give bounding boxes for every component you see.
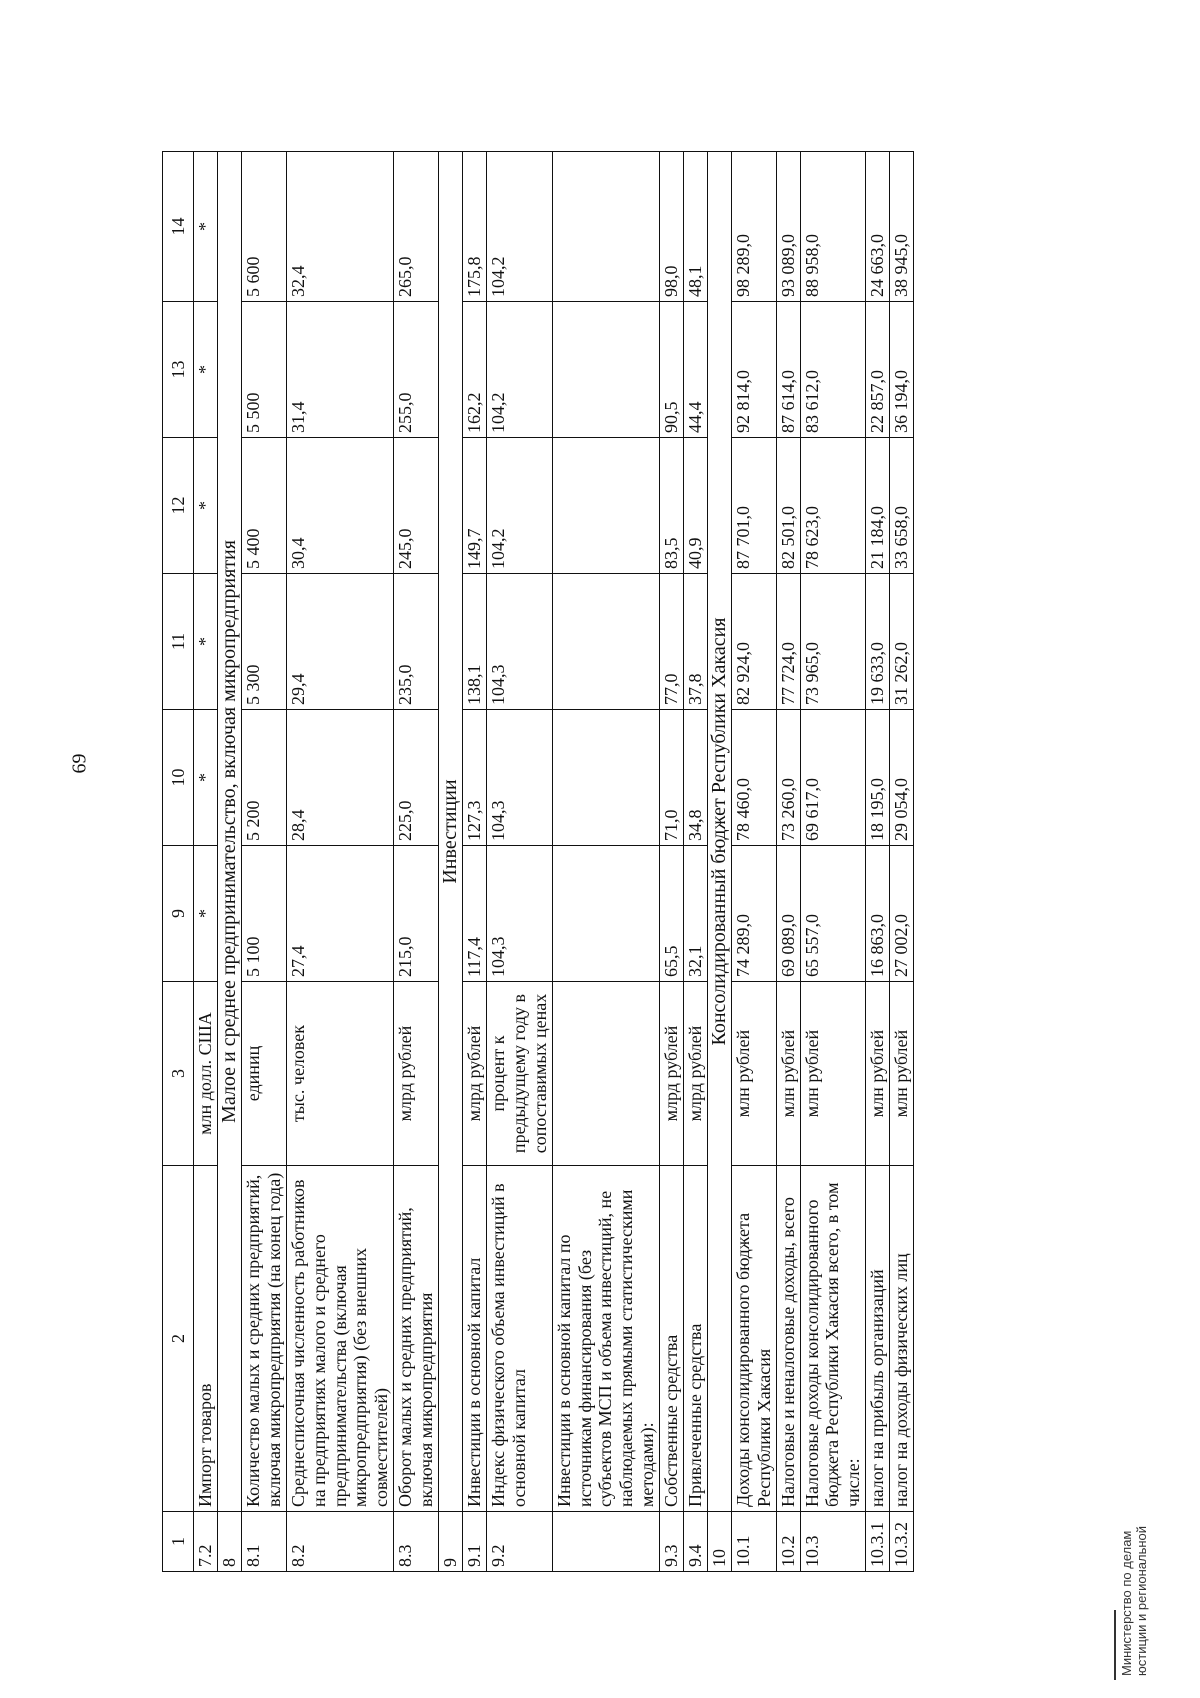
row-number: 8.1 xyxy=(242,1512,287,1572)
indicator-name: Индекс физического объема инвестиций в основной капитал xyxy=(487,1166,553,1512)
value-cell: 69 617,0 xyxy=(800,710,866,846)
value-cell: 138,1 xyxy=(463,574,487,710)
value-cell: * xyxy=(194,846,218,982)
column-header: 10 xyxy=(163,710,194,846)
value-cell: 73 260,0 xyxy=(776,710,800,846)
value-cell: 77,0 xyxy=(660,574,684,710)
value-cell: 37,8 xyxy=(683,574,707,710)
unit-cell: млн рублей xyxy=(776,982,800,1166)
value-cell: 31 262,0 xyxy=(890,574,914,710)
value-cell: 29 054,0 xyxy=(890,710,914,846)
column-header: 2 xyxy=(163,1166,194,1512)
value-cell xyxy=(552,846,659,982)
row-number: 10.3.1 xyxy=(866,1512,890,1572)
value-cell: 69 089,0 xyxy=(776,846,800,982)
unit-cell: млрд рублей xyxy=(660,982,684,1166)
row-number xyxy=(552,1512,659,1572)
value-cell: 31,4 xyxy=(286,302,393,438)
value-cell: * xyxy=(194,574,218,710)
row-number: 8.2 xyxy=(286,1512,393,1572)
value-cell: 73 965,0 xyxy=(800,574,866,710)
section-title: Малое и среднее предпринимательство, включая микропредприятия xyxy=(217,152,241,1512)
value-cell: 65,5 xyxy=(660,846,684,982)
indicator-name: Доходы консолидированного бюджета Республики Хакасия xyxy=(731,1166,776,1512)
unit-cell: млрд рублей xyxy=(683,982,707,1166)
value-cell: 104,2 xyxy=(487,302,553,438)
indicators-table xyxy=(162,151,914,1572)
value-cell: 90,5 xyxy=(660,302,684,438)
value-cell: 34,8 xyxy=(683,710,707,846)
column-header: 3 xyxy=(163,982,194,1166)
value-cell: * xyxy=(194,152,218,302)
value-cell: 92 814,0 xyxy=(731,302,776,438)
value-cell: 87 614,0 xyxy=(776,302,800,438)
page-number: 69 xyxy=(68,753,91,774)
value-cell: 225,0 xyxy=(394,710,439,846)
value-cell: 215,0 xyxy=(394,846,439,982)
table-row xyxy=(890,152,914,1572)
row-number: 10 xyxy=(707,1512,731,1572)
column-header: 11 xyxy=(163,574,194,710)
value-cell: 83 612,0 xyxy=(800,302,866,438)
value-cell: 32,4 xyxy=(286,152,393,302)
value-cell: 149,7 xyxy=(463,438,487,574)
value-cell: 44,4 xyxy=(683,302,707,438)
value-cell: 74 289,0 xyxy=(731,846,776,982)
unit-cell: тыс. человек xyxy=(286,982,393,1166)
section-title: Консолидированный бюджет Республики Хакасия xyxy=(707,152,731,1512)
table-row xyxy=(394,152,439,1572)
unit-cell: единиц xyxy=(242,982,287,1166)
unit-cell: млн рублей xyxy=(866,982,890,1166)
unit-cell xyxy=(552,982,659,1166)
value-cell xyxy=(552,302,659,438)
value-cell: 30,4 xyxy=(286,438,393,574)
indicator-name: Количество малых и средних предприятий, включая микропредприятия (на конец года) xyxy=(242,1166,287,1512)
section-row xyxy=(707,152,731,1572)
value-cell: * xyxy=(194,302,218,438)
row-number: 9.1 xyxy=(463,1512,487,1572)
table-row xyxy=(487,152,553,1572)
section-title: Инвестиции xyxy=(438,152,462,1512)
value-cell: * xyxy=(194,710,218,846)
row-number: 9.3 xyxy=(660,1512,684,1572)
unit-cell: млрд рублей xyxy=(463,982,487,1166)
value-cell: 98 289,0 xyxy=(731,152,776,302)
row-number: 8.3 xyxy=(394,1512,439,1572)
value-cell: 21 184,0 xyxy=(866,438,890,574)
row-number: 10.2 xyxy=(776,1512,800,1572)
unit-cell: млн рублей xyxy=(731,982,776,1166)
table-row xyxy=(552,152,659,1572)
indicator-name: Импорт товаров xyxy=(194,1166,218,1512)
value-cell: 245,0 xyxy=(394,438,439,574)
row-number: 10.1 xyxy=(731,1512,776,1572)
value-cell: 175,8 xyxy=(463,152,487,302)
value-cell: 104,3 xyxy=(487,710,553,846)
value-cell: 40,9 xyxy=(683,438,707,574)
indicator-name: Оборот малых и средних предприятий, включая микропредприятия xyxy=(394,1166,439,1512)
unit-cell: процент к предыдущему году в сопоставимых ценах xyxy=(487,982,553,1166)
value-cell: 28,4 xyxy=(286,710,393,846)
column-header: 14 xyxy=(163,152,194,302)
table-row xyxy=(660,152,684,1572)
value-cell: 104,2 xyxy=(487,438,553,574)
row-number: 10.3.2 xyxy=(890,1512,914,1572)
value-cell: 265,0 xyxy=(394,152,439,302)
value-cell: 5 300 xyxy=(242,574,287,710)
unit-cell: млн рублей xyxy=(890,982,914,1166)
header-row xyxy=(163,152,194,1572)
value-cell xyxy=(552,710,659,846)
value-cell: 98,0 xyxy=(660,152,684,302)
value-cell: 104,2 xyxy=(487,152,553,302)
value-cell: 93 089,0 xyxy=(776,152,800,302)
table-row xyxy=(194,152,218,1572)
row-number: 9.2 xyxy=(487,1512,553,1572)
value-cell: 24 663,0 xyxy=(866,152,890,302)
value-cell: 104,3 xyxy=(487,846,553,982)
value-cell xyxy=(552,152,659,302)
value-cell xyxy=(552,438,659,574)
value-cell: 255,0 xyxy=(394,302,439,438)
value-cell: 19 633,0 xyxy=(866,574,890,710)
value-cell: 78 460,0 xyxy=(731,710,776,846)
row-number: 8 xyxy=(217,1512,241,1572)
table-row xyxy=(866,152,890,1572)
indicator-name: Инвестиции в основной капитал по источникам финансирования (без субъектов МСП и объема инвестиций, не наблюдаемых прямыми статистическими методами): xyxy=(552,1166,659,1512)
column-header: 1 xyxy=(163,1512,194,1572)
value-cell: 235,0 xyxy=(394,574,439,710)
value-cell: 32,1 xyxy=(683,846,707,982)
value-cell: 83,5 xyxy=(660,438,684,574)
row-number: 7.2 xyxy=(194,1512,218,1572)
section-row xyxy=(438,152,462,1572)
value-cell: 77 724,0 xyxy=(776,574,800,710)
table-row xyxy=(800,152,866,1572)
column-header: 13 xyxy=(163,302,194,438)
value-cell xyxy=(552,574,659,710)
row-number: 9 xyxy=(438,1512,462,1572)
value-cell: 88 958,0 xyxy=(800,152,866,302)
table-row xyxy=(286,152,393,1572)
table-body xyxy=(194,152,914,1572)
stamp-line-1: Министерство по делам xyxy=(1119,1530,1134,1676)
value-cell: 5 200 xyxy=(242,710,287,846)
table-row xyxy=(463,152,487,1572)
section-row xyxy=(217,152,241,1572)
table-row xyxy=(776,152,800,1572)
stamp-text xyxy=(1120,1446,1150,1676)
row-number: 10.3 xyxy=(800,1512,866,1572)
indicator-name: налог на доходы физических лиц xyxy=(890,1166,914,1512)
table-row xyxy=(683,152,707,1572)
table-row xyxy=(242,152,287,1572)
value-cell: 16 863,0 xyxy=(866,846,890,982)
unit-cell: млрд рублей xyxy=(394,982,439,1166)
value-cell: 71,0 xyxy=(660,710,684,846)
value-cell: 117,4 xyxy=(463,846,487,982)
value-cell: 162,2 xyxy=(463,302,487,438)
column-header: 12 xyxy=(163,438,194,574)
value-cell: 127,3 xyxy=(463,710,487,846)
value-cell: 27 002,0 xyxy=(890,846,914,982)
value-cell: 38 945,0 xyxy=(890,152,914,302)
value-cell: 5 600 xyxy=(242,152,287,302)
value-cell: 29,4 xyxy=(286,574,393,710)
value-cell: 48,1 xyxy=(683,152,707,302)
value-cell: 5 500 xyxy=(242,302,287,438)
value-cell: 87 701,0 xyxy=(731,438,776,574)
value-cell: 5 100 xyxy=(242,846,287,982)
unit-cell: млн рублей xyxy=(800,982,866,1166)
stamp-line-2: юстиции и региональной xyxy=(1133,1525,1149,1676)
indicator-name: Инвестиции в основной капитал xyxy=(463,1166,487,1512)
indicator-name: налог на прибыль организаций xyxy=(866,1166,890,1512)
value-cell: 33 658,0 xyxy=(890,438,914,574)
value-cell: 22 857,0 xyxy=(866,302,890,438)
value-cell: 78 623,0 xyxy=(800,438,866,574)
value-cell: 5 400 xyxy=(242,438,287,574)
indicator-name: Налоговые доходы консолидированного бюджета Республики Хакасия всего, в том числе: xyxy=(800,1166,866,1512)
value-cell: 82 924,0 xyxy=(731,574,776,710)
value-cell: 27,4 xyxy=(286,846,393,982)
indicator-name: Налоговые и неналоговые доходы, всего xyxy=(776,1166,800,1512)
rotated-table-page xyxy=(162,152,1032,1572)
value-cell: 36 194,0 xyxy=(890,302,914,438)
value-cell: 104,3 xyxy=(487,574,553,710)
unit-cell: млн долл. США xyxy=(194,982,218,1166)
indicator-name: Среднесписочная численность работников на предприятиях малого и среднего предпринимательства (включая микропредприятия) (без внешних совместителей) xyxy=(286,1166,393,1512)
value-cell: 18 195,0 xyxy=(866,710,890,846)
value-cell: 65 557,0 xyxy=(800,846,866,982)
value-cell: * xyxy=(194,438,218,574)
table-row xyxy=(731,152,776,1572)
value-cell: 82 501,0 xyxy=(776,438,800,574)
indicator-name: Привлеченные средства xyxy=(683,1166,707,1512)
indicator-name: Собственные средства xyxy=(660,1166,684,1512)
row-number: 9.4 xyxy=(683,1512,707,1572)
column-header: 9 xyxy=(163,846,194,982)
